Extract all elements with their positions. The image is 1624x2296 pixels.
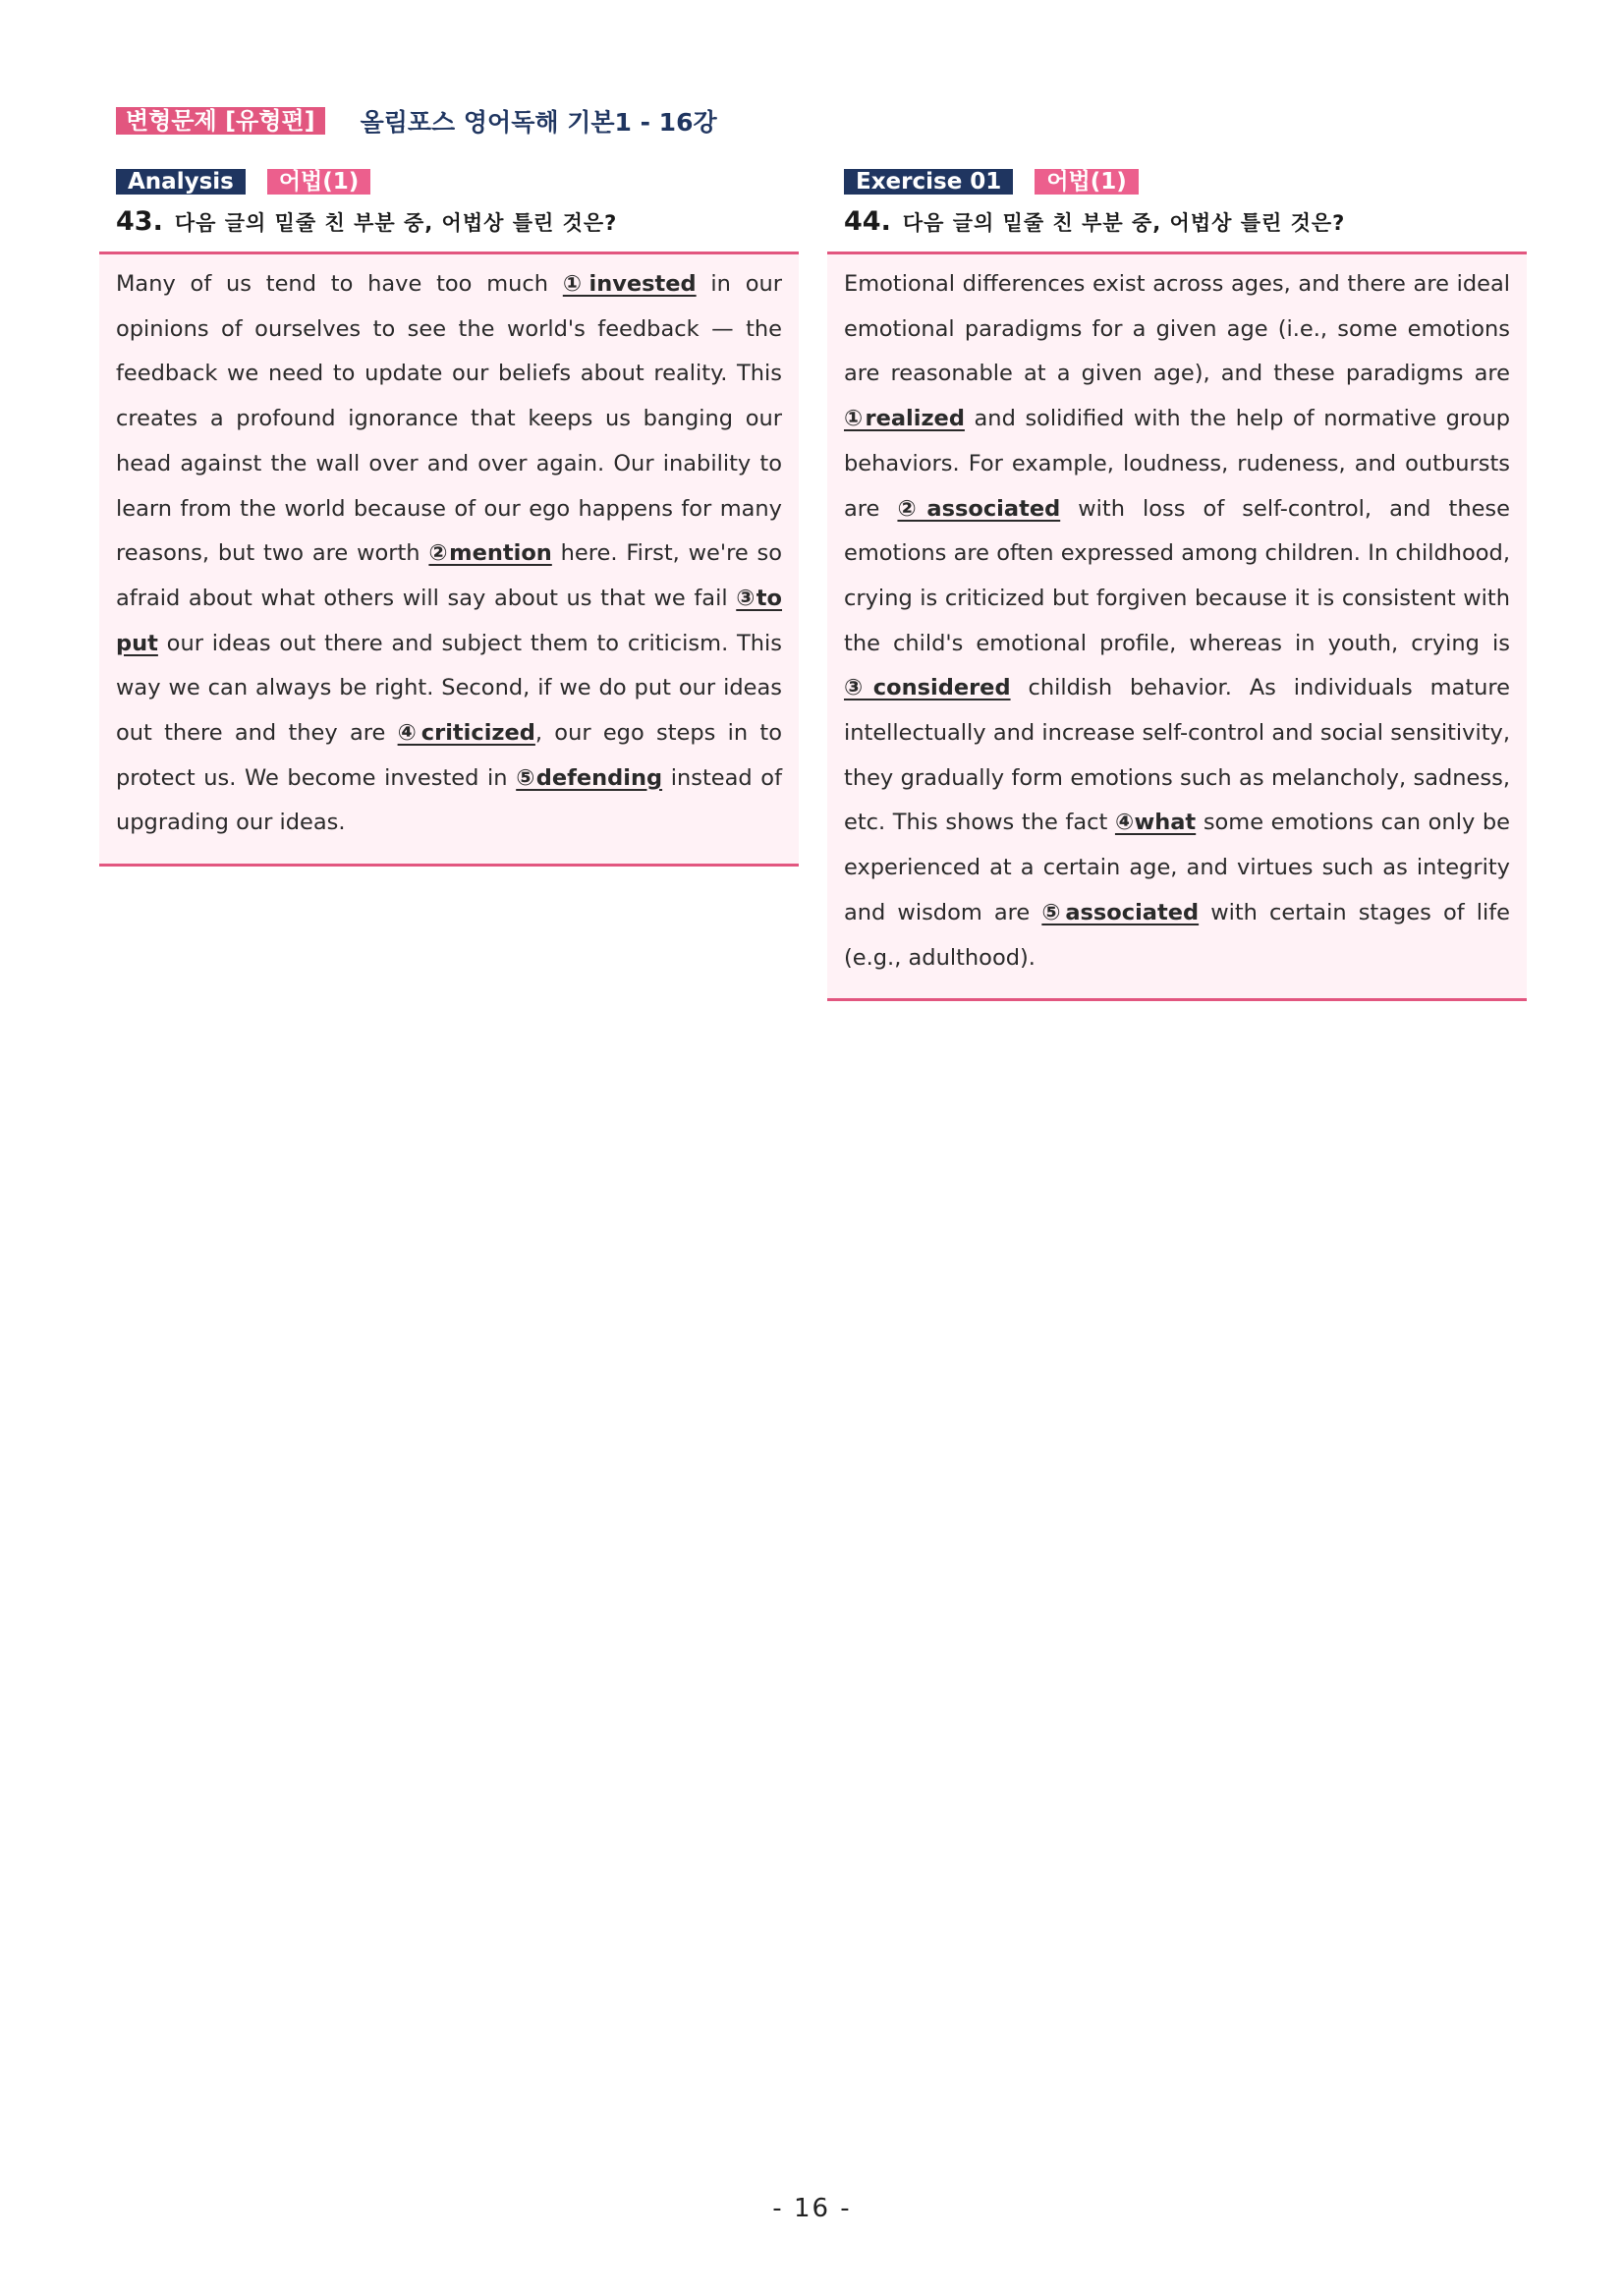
passage-box <box>99 252 799 867</box>
passage-segment: , our ego steps in to protect us. We become invested in <box>116 720 782 791</box>
passage-segment: with certain stages of life (e.g., adulthood). <box>844 899 1511 971</box>
exercise-badge: Exercise 01 <box>844 169 1013 195</box>
underlined-choice: ②associated <box>897 495 1061 522</box>
question-44-column <box>827 169 1527 1001</box>
underlined-choice: ⑤associated <box>1041 899 1200 925</box>
question-43-column <box>99 169 799 867</box>
question-43-heading <box>116 206 799 238</box>
page-title: 올림포스 영어독해 기본1 - 16강 <box>360 108 717 137</box>
underlined-choice: ①realized <box>844 406 965 432</box>
passage-text <box>116 262 782 846</box>
passage-text <box>844 262 1510 980</box>
underlined-choice: ③considered <box>844 675 1011 701</box>
section-tag: 변형문제 [유형편] <box>116 107 325 135</box>
analysis-badge: Analysis <box>116 169 246 195</box>
passage-segment: Many of us tend to have too much <box>116 271 563 297</box>
passage-segment: Emotional differences exist across ages, and there are ideal emotional paradigms for a given age (i.e., some emotions are reasonable at a given age), and these paradigms are <box>844 271 1510 387</box>
question-44-heading <box>844 206 1527 238</box>
question-prompt: 다음 글의 밑줄 친 부분 중, 어법상 틀린 것은? <box>174 211 618 235</box>
question-prompt: 다음 글의 밑줄 친 부분 중, 어법상 틀린 것은? <box>902 211 1346 235</box>
passage-segment: here. First, we're so afraid about what others will say about us that we fail <box>116 540 783 611</box>
question-number: 43. <box>116 206 163 237</box>
underlined-choice: ⑤defending <box>516 764 663 791</box>
passage-box <box>827 252 1527 1001</box>
passage-segment: our ideas out there and subject them to criticism. This way we can always be right. Second, if we do put our ideas out there and they are <box>116 630 782 747</box>
question-44-badges <box>844 169 1527 195</box>
question-number: 44. <box>844 206 891 237</box>
underlined-choice: ④what <box>1114 810 1197 836</box>
category-badge: 어법(1) <box>267 169 370 195</box>
passage-segment: childish behavior. As individuals mature intellectually and increase self-control and social sensitivity, they gradually form emotions such as melancholy, sadness, etc. This shows the fact <box>844 675 1511 836</box>
passage-segment: with loss of self-control, and these emotions are often expressed among children. In childhood, crying is criticized but forgiven because it is consistent with the child's emotional profile, whereas in youth, crying is <box>844 495 1510 656</box>
passage-segment: some emotions can only be experienced at a certain age, and virtues such as integrity and wisdom are <box>844 810 1510 925</box>
page-header <box>116 106 717 136</box>
underlined-choice: ③to put <box>116 585 783 656</box>
underlined-choice: ①invested <box>562 271 697 297</box>
question-43-badges <box>116 169 799 195</box>
underlined-choice: ②mention <box>428 540 552 567</box>
underlined-choice: ④criticized <box>397 720 535 747</box>
page-number: - 16 - <box>772 2194 852 2223</box>
category-badge: 어법(1) <box>1035 169 1138 195</box>
passage-segment: in our opinions of ourselves to see the world's feedback — the feedback we need to update our beliefs about reality. This creates a profound ignorance that keeps us banging our head against the wall over and over again. Our inability to learn from the world because of our ego happens for many reasons, but two are worth <box>116 271 782 567</box>
passage-segment: instead of upgrading our ideas. <box>116 764 782 836</box>
passage-segment: and solidified with the help of normative group behaviors. For example, loudness, rudeness, and outbursts are <box>844 406 1510 522</box>
